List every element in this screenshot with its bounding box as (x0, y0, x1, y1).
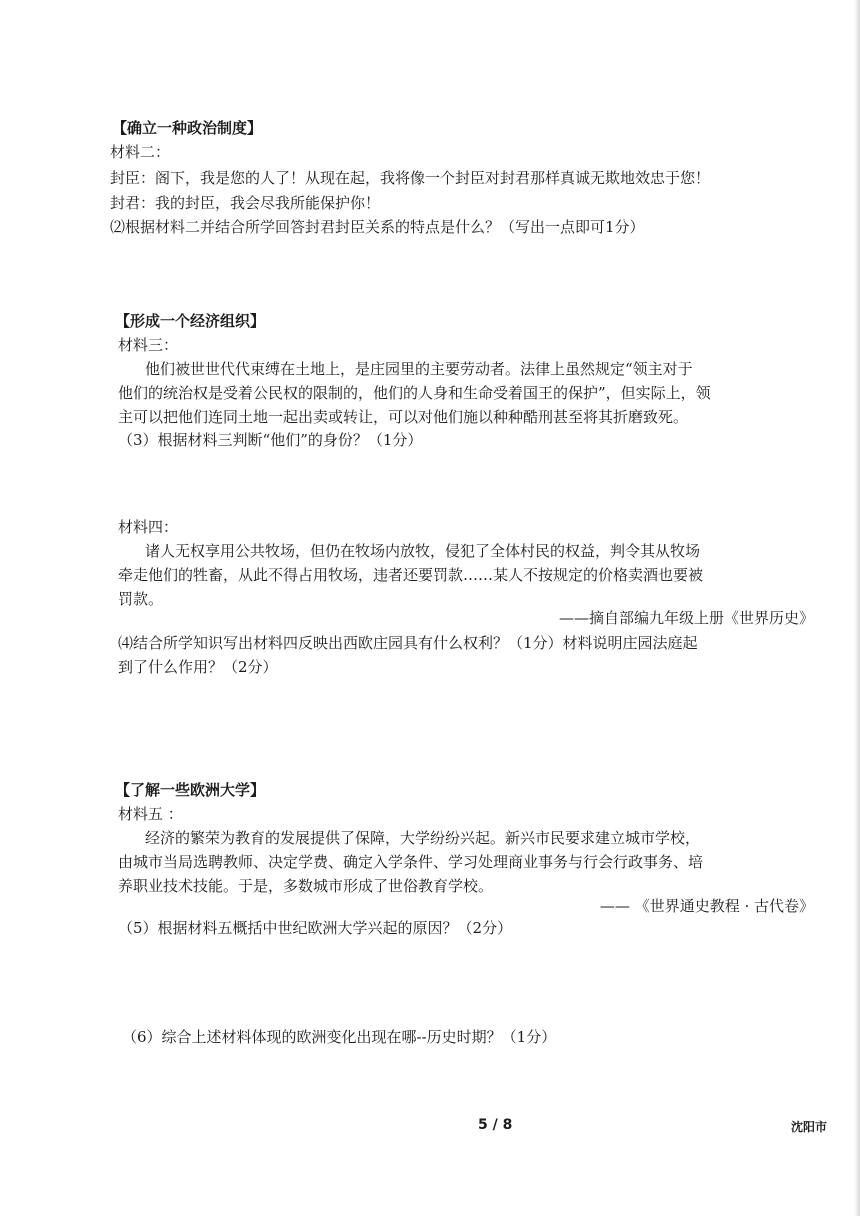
question-6: （6）综合上述材料体现的欧洲变化出现在哪--历史时期？（1分） (122, 1028, 557, 1046)
page-number: 5 / 8 (478, 1117, 513, 1133)
material-5-source: —— 《世界通史教程 · 古代卷》 (599, 897, 814, 915)
material-3-line: 他们被世世代代束缚在土地上，是庄园里的主要劳动者。法律上虽然规定“领主对于 (145, 360, 693, 378)
question-5: （5）根据材料五概括中世纪欧洲大学兴起的原因？（2分） (118, 919, 513, 937)
material-4-label: 材料四： (118, 518, 179, 536)
material-4-line: 牵走他们的牲畜，从此不得占用牧场，违者还要罚款……某人不按规定的价格卖酒也要被 (118, 566, 704, 584)
question-2: ⑵根据材料二并结合所学回答封君封臣关系的特点是什么？（写出一点即可1分） (110, 218, 645, 236)
lord-statement: 封君：我的封臣，我会尽我所能保护你！ (110, 194, 381, 212)
material-5-line: 养职业技术技能。于是，多数城市形成了世俗教育学校。 (118, 877, 494, 895)
material-4-line: 罚款。 (118, 590, 164, 608)
section-heading-political-system: 【确立一种政治制度】 (112, 119, 263, 137)
material-4-line: 诸人无权享用公共牧场，但仍在牧场内放牧，侵犯了全体村民的权益，判令其从牧场 (145, 542, 701, 560)
section-heading-economic-organization: 【形成一个经济组织】 (115, 312, 266, 330)
section-heading-european-universities: 【了解一些欧洲大学】 (115, 781, 266, 799)
vassal-statement: 封臣：阁下，我是您的人了！从现在起，我将像一个封臣对封君那样真诚无欺地效忠于您！ (110, 169, 711, 187)
question-3: （3）根据材料三判断“他们”的身份？（1分） (118, 431, 423, 449)
page-edge-shadow (854, 0, 860, 1216)
question-4-line: 到了什么作用？（2分） (118, 658, 278, 676)
material-2-label: 材料二： (110, 143, 171, 161)
material-5-line: 经济的繁荣为教育的发展提供了保障，大学纷纷兴起。新兴市民要求建立城市学校， (145, 829, 701, 847)
material-3-label: 材料三： (118, 336, 179, 354)
material-3-line: 他们的统治权是受着公民权的限制的，他们的人身和生命受着国王的保护”，但实际上，领 (118, 384, 711, 402)
material-5-line: 由城市当局选聘教师、决定学费、确定入学条件、学习处理商业事务与行会行政事务、培 (118, 853, 704, 871)
question-4-line: ⑷结合所学知识写出材料四反映出西欧庄园具有什么权利？（1分）材料说明庄园法庭起 (118, 634, 698, 652)
material-5-label: 材料五 ： (118, 805, 183, 823)
city-label: 沈阳市 (791, 1120, 828, 1134)
material-4-source: ——摘自部编九年级上册《世界历史》 (558, 609, 814, 627)
material-3-line: 主可以把他们连同土地一起出卖或转让，可以对他们施以种种酷刑甚至将其折磨致死。 (118, 408, 689, 426)
